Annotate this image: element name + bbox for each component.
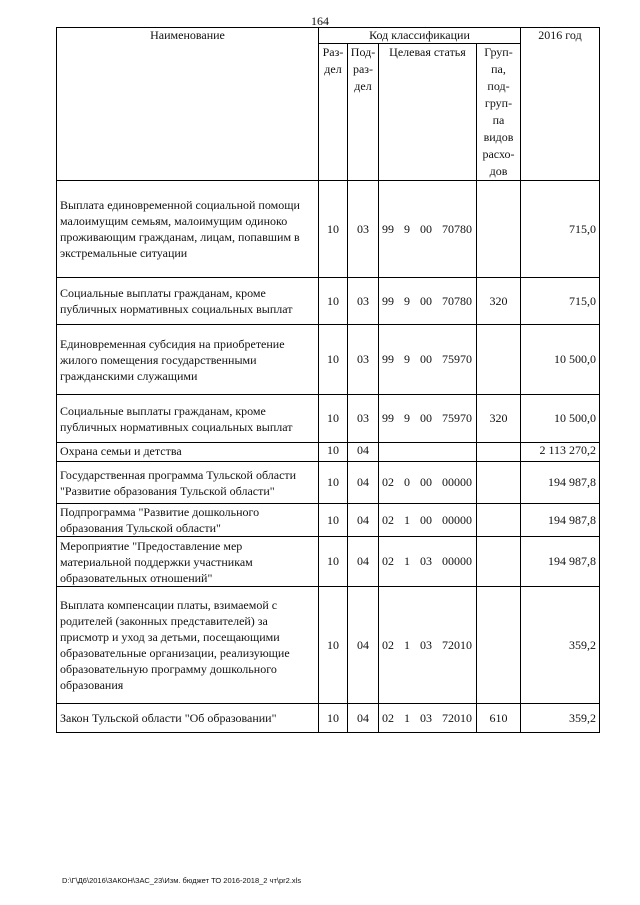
row-razdel-cell: 10: [319, 462, 348, 504]
table-row: [57, 325, 600, 395]
page-number: 164: [311, 14, 329, 28]
row-group-cell: [477, 537, 521, 587]
row-amount-cell: 715,0: [521, 181, 600, 278]
row-target-cell: [379, 443, 477, 462]
row-group-cell: [477, 325, 521, 395]
row-razdel-cell: 10: [319, 704, 348, 733]
table-row: [57, 537, 600, 587]
row-group-cell: 320: [477, 278, 521, 325]
row-name-cell: Закон Тульской области "Об образовании": [57, 704, 319, 733]
header-group: Груп- па, под- груп- па видов расхо- дов: [477, 44, 521, 181]
row-name-cell: Мероприятие "Предоставление мер материальной поддержки участникам образовательных отношений": [57, 537, 319, 587]
row-group-cell: [477, 587, 521, 704]
row-amount-cell: 359,2: [521, 704, 600, 733]
row-name-cell: Выплата компенсации платы, взимаемой с родителей (законных представителей) за присмотр и уход за детьми, посещающими образовательные организации, реализующие образовательную программу дошкольного образования: [57, 587, 319, 704]
row-razdel-cell: 10: [319, 181, 348, 278]
row-name-cell: Охрана семьи и детства: [57, 443, 319, 462]
row-amount-cell: 10 500,0: [521, 325, 600, 395]
row-podrazdel-cell: 03: [348, 395, 379, 443]
header-row-top: [57, 28, 600, 44]
row-razdel-cell: 10: [319, 395, 348, 443]
row-target-cell: 02 1 00 00000: [379, 504, 477, 537]
row-razdel-cell: 10: [319, 278, 348, 325]
row-podrazdel-cell: 04: [348, 443, 379, 462]
row-razdel-cell: 10: [319, 537, 348, 587]
row-podrazdel-cell: 04: [348, 704, 379, 733]
row-target-cell: 99 9 00 70780: [379, 181, 477, 278]
row-name-cell: Подпрограмма "Развитие дошкольного образования Тульской области": [57, 504, 319, 537]
header-name: Наименование: [57, 28, 319, 181]
row-amount-cell: 715,0: [521, 278, 600, 325]
row-amount-cell: 359,2: [521, 587, 600, 704]
row-group-cell: [477, 462, 521, 504]
row-group-cell: 320: [477, 395, 521, 443]
row-razdel-cell: 10: [319, 504, 348, 537]
row-target-cell: 02 1 03 72010: [379, 704, 477, 733]
row-target-cell: 02 0 00 00000: [379, 462, 477, 504]
row-name-cell: Социальные выплаты гражданам, кроме публичных нормативных социальных выплат: [57, 395, 319, 443]
row-target-cell: 99 9 00 70780: [379, 278, 477, 325]
header-podrazdel: Под- раз- дел: [348, 44, 379, 181]
row-group-cell: [477, 504, 521, 537]
row-razdel-cell: 10: [319, 587, 348, 704]
header-year: 2016 год: [521, 28, 600, 181]
table-row: [57, 395, 600, 443]
row-group-cell: [477, 181, 521, 278]
row-podrazdel-cell: 04: [348, 504, 379, 537]
row-podrazdel-cell: 03: [348, 278, 379, 325]
row-podrazdel-cell: 03: [348, 325, 379, 395]
row-group-cell: [477, 443, 521, 462]
row-amount-cell: 194 987,8: [521, 462, 600, 504]
table-row: [57, 443, 600, 462]
header-code-group: Код классификации: [319, 28, 521, 44]
header-razdel: Раз- дел: [319, 44, 348, 181]
table-row: [57, 278, 600, 325]
row-name-cell: Выплата единовременной социальной помощи малоимущим семьям, малоимущим одиноко проживающим гражданам, лицам, попавшим в экстремальные ситуации: [57, 181, 319, 278]
row-target-cell: 99 9 00 75970: [379, 325, 477, 395]
row-amount-cell: 194 987,8: [521, 537, 600, 587]
row-podrazdel-cell: 04: [348, 537, 379, 587]
table-row: [57, 704, 600, 733]
file-path-footer: D:\Г\Д6\2016\ЗАКОН\ЗАС_23\Изм. бюджет ТО 2016-2018_2 чт\pr2.xls: [62, 876, 302, 885]
row-amount-cell: 10 500,0: [521, 395, 600, 443]
row-name-cell: Единовременная субсидия на приобретение жилого помещения государственными гражданскими служащими: [57, 325, 319, 395]
table-body: [57, 28, 600, 733]
row-group-cell: 610: [477, 704, 521, 733]
row-name-cell: Социальные выплаты гражданам, кроме публичных нормативных социальных выплат: [57, 278, 319, 325]
row-name-cell: Государственная программа Тульской области "Развитие образования Тульской области": [57, 462, 319, 504]
budget-table: [56, 27, 600, 733]
table-row: [57, 181, 600, 278]
row-podrazdel-cell: 03: [348, 181, 379, 278]
table-row: [57, 504, 600, 537]
row-target-cell: 02 1 03 00000: [379, 537, 477, 587]
row-amount-cell: 194 987,8: [521, 504, 600, 537]
row-target-cell: 02 1 03 72010: [379, 587, 477, 704]
table-row: [57, 462, 600, 504]
row-podrazdel-cell: 04: [348, 587, 379, 704]
row-podrazdel-cell: 04: [348, 462, 379, 504]
header-target: Целевая статья: [379, 44, 477, 181]
table-row: [57, 587, 600, 704]
row-amount-cell: 2 113 270,2: [521, 443, 600, 462]
row-razdel-cell: 10: [319, 443, 348, 462]
row-razdel-cell: 10: [319, 325, 348, 395]
row-target-cell: 99 9 00 75970: [379, 395, 477, 443]
